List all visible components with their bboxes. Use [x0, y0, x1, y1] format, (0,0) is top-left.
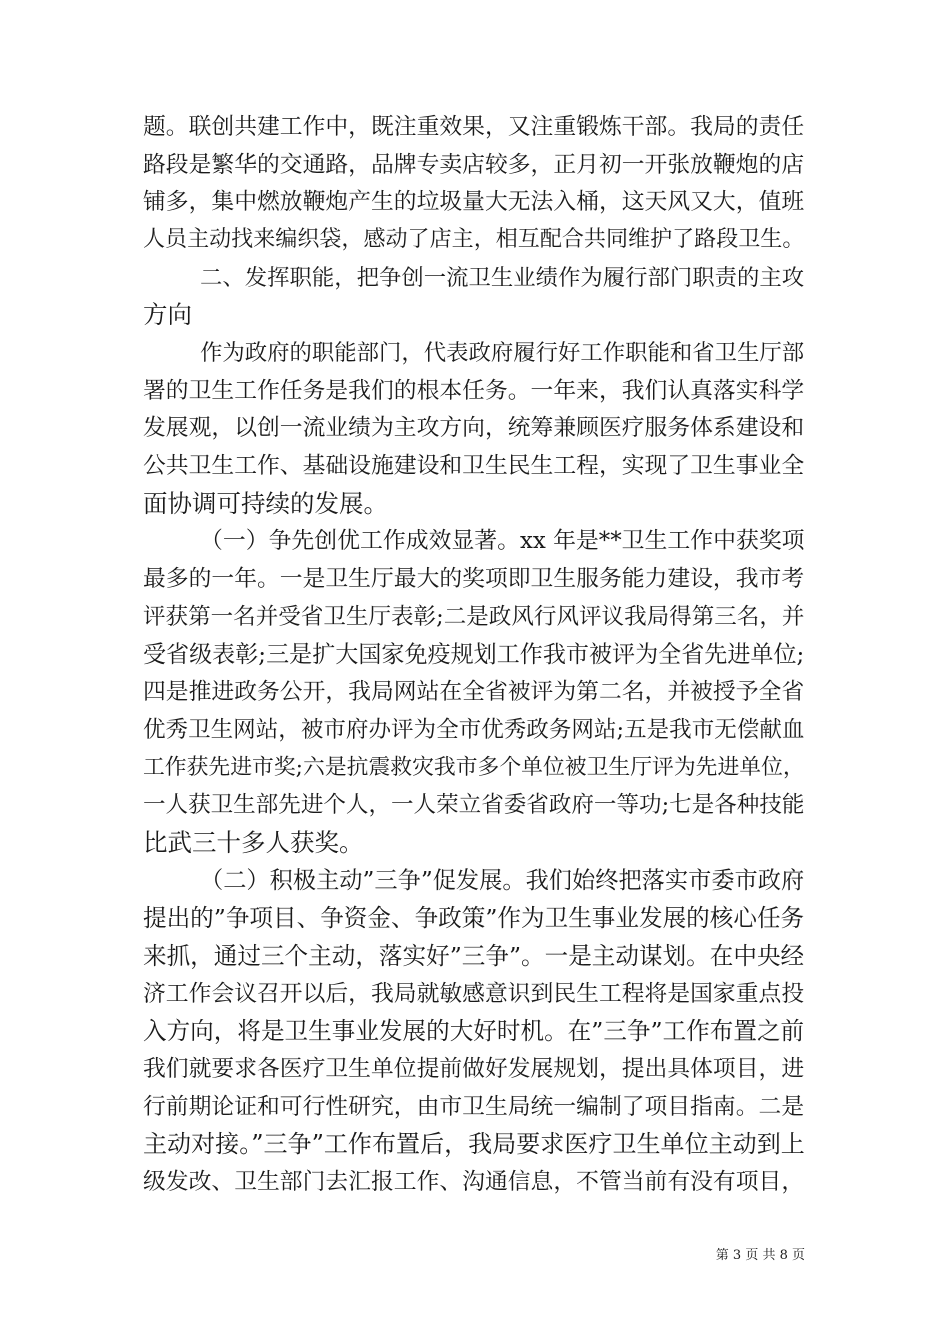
- text-line: 级发改、卫生部门去汇报工作、沟通信息，不管当前有没有项目，: [143, 1169, 805, 1195]
- text-line: 人员主动找来编织袋，感动了店主，相互配合共同维护了路段卫生。: [143, 227, 805, 253]
- text-line: 来抓，通过三个主动，落实好”三争”。一是主动谋划。在中央经: [143, 941, 805, 970]
- text-line: 工作获先进市奖;六是抗震救灾我市多个单位被卫生厅评为先进单位，: [143, 754, 805, 780]
- text-line: 评获第一名并受省卫生厅表彰;二是政风行风评议我局得第三名，并: [143, 603, 805, 630]
- text-line: 公共卫生工作、基础设施建设和卫生民生工程，实现了卫生事业全: [143, 453, 805, 480]
- text-line: 提出的”争项目、争资金、争政策”作为卫生事业发展的核心任务: [143, 904, 805, 933]
- text-line: 四是推进政务公开，我局网站在全省被评为第二名，并被授予全省: [143, 679, 805, 706]
- text-line: 优秀卫生网站，被市府办评为全市优秀政务网站;五是我市无偿献血: [143, 716, 805, 743]
- section-heading-cont: 方向: [143, 300, 192, 330]
- text-line: 入方向，将是卫生事业发展的大好时机。在”三争”工作布置之前: [143, 1017, 805, 1046]
- text-line: 最多的一年。一是卫生厅最大的奖项即卫生服务能力建设，我市考: [143, 566, 805, 593]
- text-line: 受省级表彰;三是扩大国家免疫规划工作我市被评为全省先进单位;: [143, 641, 805, 668]
- text-line: 题。联创共建工作中，既注重效果，又注重锻炼干部。我局的责任: [143, 114, 805, 140]
- text-line: 济工作会议召开以后，我局就敏感意识到民生工程将是国家重点投: [143, 980, 805, 1007]
- text-line: 路段是繁华的交通路，品牌专卖店较多，正月初一开张放鞭炮的店: [143, 151, 805, 178]
- subsection-line: （二）积极主动”三争”促发展。我们始终把落实市委市政府: [200, 866, 805, 894]
- text-line: 署的卫生工作任务是我们的根本任务。一年来，我们认真落实科学: [143, 377, 805, 404]
- section-heading: 二、发挥职能，把争创一流卫生业绩作为履行部门职责的主攻: [200, 264, 805, 291]
- text-line: 面协调可持续的发展。: [143, 488, 388, 518]
- text-line: 发展观，以创一流业绩为主攻方向，统筹兼顾医疗服务体系建设和: [143, 415, 805, 442]
- text-line: 铺多，集中燃放鞭炮产生的垃圾量大无法入桶，这天风又大，值班: [143, 189, 805, 216]
- text-line: 比武三十多人获奖。: [143, 827, 364, 857]
- text-line: 一人获卫生部先进个人，一人荣立省委省政府一等功;七是各种技能: [143, 792, 805, 819]
- text-line: 我们就要求各医疗卫生单位提前做好发展规划，提出具体项目，进: [143, 1055, 805, 1082]
- page-number: 第 3 页 共 8 页: [715, 1248, 805, 1263]
- text-line: 作为政府的职能部门，代表政府履行好工作职能和省卫生厅部: [200, 340, 805, 367]
- text-line: 行前期论证和可行性研究，由市卫生局统一编制了项目指南。二是: [143, 1093, 805, 1120]
- text-line: 主动对接。”三争”工作布置后，我局要求医疗卫生单位主动到上: [143, 1130, 805, 1159]
- subsection-line: （一）争先创优工作成效显著。xx 年是**卫生工作中获奖项: [200, 528, 805, 555]
